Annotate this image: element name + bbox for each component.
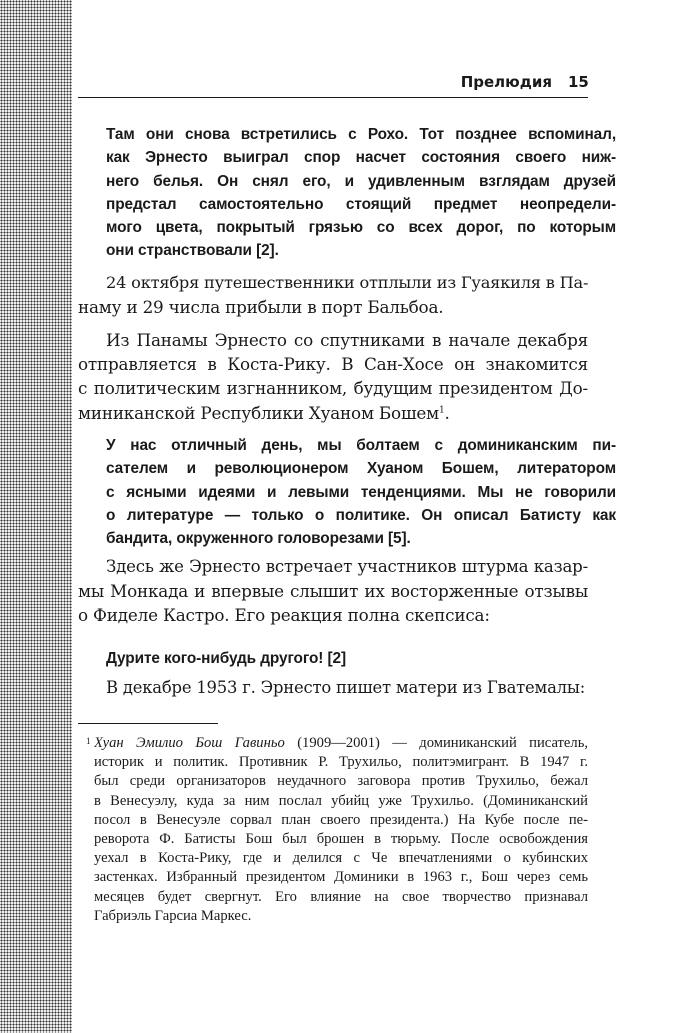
paragraph-line-text: миниканской Республики Хуаном Бошем: [78, 402, 439, 423]
footnote-line: в Венесуэлу, куда за ним послал убийц уже Трухильо. (Доминиканский: [94, 792, 588, 809]
paragraph-line: [78, 401, 588, 425]
quote-line: сателем и революционером Хуаном Бошем, литератором: [106, 460, 616, 478]
quote-line: они странствовали [2].: [106, 242, 279, 260]
paragraph-line: с политическим изгнанником, будущим президентом До-: [78, 378, 588, 399]
paragraph-line: отправляется в Коста-Рику. В Сан-Хосе он знакомится: [78, 354, 588, 375]
footnote-line: был среди организаторов неудачного заговора против Трухильо, бежал: [94, 773, 588, 790]
body-paragraph: [78, 271, 588, 319]
footnote-line: [94, 734, 588, 753]
quote-line: предстал самостоятельно стоящий предмет неопредели-: [106, 195, 616, 213]
footnote-line: историк и политик. Противник Р. Трухильо, политэмигрант. В 1947 г.: [94, 754, 588, 771]
page-binding-scan-edge: [0, 0, 72, 1033]
book-page: [78, 0, 616, 1033]
paragraph-line: Здесь же Эрнесто встречает участников штурма казар-: [106, 557, 588, 576]
quote-line: о литературе — только о политике. Он описал Батисту как: [106, 506, 616, 524]
quote-block: [78, 647, 616, 670]
body-paragraph: [78, 676, 588, 700]
quote-line: Там они снова встретились с Рохо. Тот позднее вспоминал,: [106, 126, 616, 143]
footnote-body: [94, 734, 588, 926]
footnote-line: месяцев будет свергнут. Его влияние на свое творчество признавал: [94, 888, 588, 905]
quote-line: как Эрнесто выиграл спор насчет состояния своего ниж-: [106, 149, 616, 167]
paragraph-line: мы Монкада и впервые слышит их восторженные отзывы: [78, 581, 588, 602]
footnote-line: застенках. Избранный президентом Доминики в 1963 г., Бош через семь: [94, 869, 588, 886]
body-paragraph: [78, 555, 588, 628]
paragraph-line: Из Панамы Эрнесто со спутниками в начале декабря: [106, 330, 588, 350]
footnote-marker: 1: [86, 736, 91, 746]
quote-line: У нас отличный день, мы болтаем с доминиканским пи-: [106, 437, 616, 454]
section-title: Прелюдия: [460, 73, 552, 91]
footnote-line-text: (1909—2001) — доминиканский писатель,: [284, 735, 588, 751]
quote-line: с ясными идеями и левыми тенденциями. Мы не говорили: [106, 483, 616, 501]
footnote-rule: [78, 723, 218, 724]
footnote-line: уехал в Коста-Рику, где и делился с Че впечатлениями о кубинских: [94, 850, 588, 867]
quote-block: [78, 123, 616, 263]
quote-line: него белья. Он снял его, и удивленным взглядам друзей: [106, 172, 616, 190]
quote-block: [78, 434, 616, 550]
paragraph-line: 24 октября путешественники отплыли из Гуаякиля в Па-: [106, 273, 588, 292]
paragraph-line-tail: .: [444, 402, 450, 423]
footnote-line: Габриэль Гарсиа Маркес.: [94, 907, 252, 924]
footnote-line: реворота Ф. Батисты Бош был брошен в тюрьму. После освобождения: [94, 831, 588, 848]
footnote-reference[interactable]: 1: [438, 405, 445, 416]
paragraph-line: В декабре 1953 г. Эрнесто пишет матери из Гватемалы:: [106, 678, 586, 697]
paragraph-line: наму и 29 числа прибыли в порт Бальбоа.: [78, 297, 444, 318]
footnote: [78, 734, 588, 926]
paragraph-line: о Фиделе Кастро. Его реакция полна скепсиса:: [78, 605, 490, 626]
quote-line: бандита, окруженного головорезами [5].: [106, 530, 411, 548]
quote-line: мого цвета, покрытый грязью со всех дорог, по которым: [106, 219, 616, 237]
page-number: 15: [568, 73, 589, 91]
footnote-line: посол в Венесуэле сорвал план своего президента.) На Кубе после пе-: [94, 811, 588, 828]
footnote-name: Хуан Эмилио Бош Гавиньо: [94, 735, 285, 751]
header-rule: [78, 97, 588, 98]
running-header: [78, 70, 588, 94]
body-paragraph: [78, 328, 588, 425]
quote-line: Дурите кого-нибудь другого! [2]: [106, 650, 346, 667]
